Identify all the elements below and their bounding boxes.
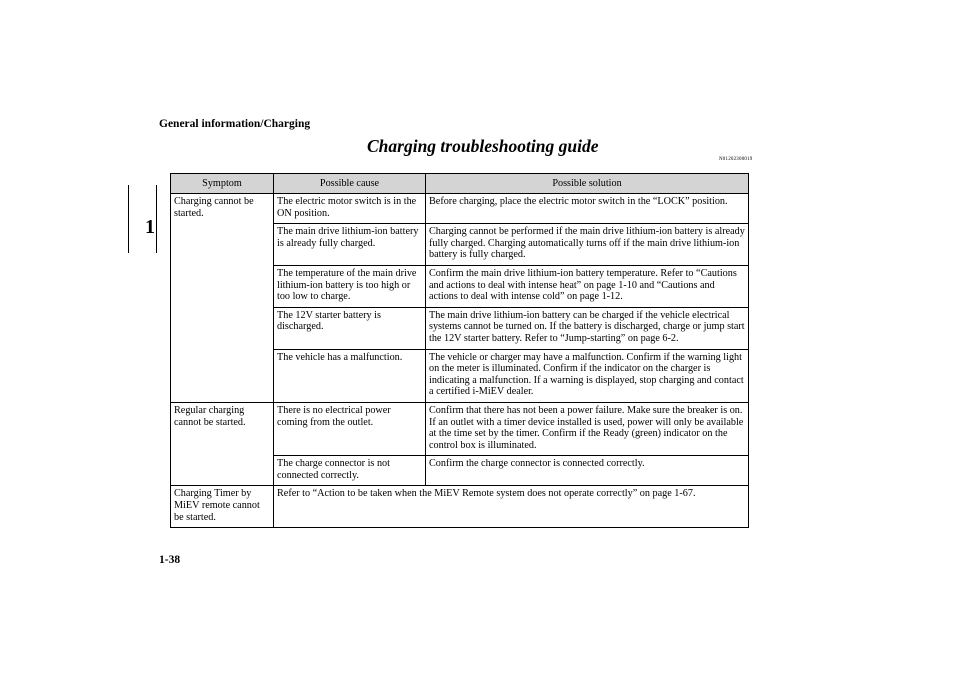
cause-cell: The temperature of the main drive lithium-ion battery is too high or too low to charge. — [274, 265, 426, 307]
page-title: Charging troubleshooting guide — [367, 136, 599, 156]
cause-cell: The main drive lithium-ion battery is already fully charged. — [274, 224, 426, 266]
solution-cell: The main drive lithium-ion battery can be charged if the vehicle electrical systems cannot be turned on. If the battery is discharged, charge or jump start the 12V starter battery. Refer to “Jump-starting” on page 6-2. — [426, 307, 749, 349]
symptom-cell: Charging Timer by MiEV remote cannot be started. — [171, 486, 274, 528]
symptom-cell: Charging cannot be started. — [171, 194, 274, 403]
cause-cell: The 12V starter battery is discharged. — [274, 307, 426, 349]
cause-cell: The electric motor switch is in the ON position. — [274, 194, 426, 224]
header-symptom: Symptom — [171, 174, 274, 194]
table-row — [171, 194, 749, 224]
table-row — [171, 486, 749, 528]
solution-cell: Before charging, place the electric motor switch in the “LOCK” position. — [426, 194, 749, 224]
table-header-row — [171, 174, 749, 194]
cause-cell: There is no electrical power coming from the outlet. — [274, 402, 426, 455]
solution-cell: Confirm the charge connector is connected correctly. — [426, 456, 749, 486]
reference-code: N01202300019 — [719, 157, 753, 162]
table-row — [171, 402, 749, 455]
solution-cell: The vehicle or charger may have a malfunction. Confirm if the warning light on the meter is illuminated. Confirm if the indicator on the charger is indicating a malfunction. If a warning is displayed, stop charging and contact a certified i-MiEV dealer. — [426, 349, 749, 402]
solution-cell: Confirm that there has not been a power failure. Make sure the breaker is on. If an outlet with a timer device installed is used, power will only be available at the time set by the timer. Confirm if the Ready (green) indicator on the control box is illuminated. — [426, 402, 749, 455]
solution-cell: Confirm the main drive lithium-ion battery temperature. Refer to “Cautions and actions to deal with intense heat” on page 1-10 and “Cautions and actions to deal with intense cold” on page 1-12. — [426, 265, 749, 307]
cause-cell: The vehicle has a malfunction. — [274, 349, 426, 402]
troubleshooting-table — [170, 173, 749, 528]
running-head: General information/Charging — [159, 118, 311, 130]
merged-solution-cell: Refer to “Action to be taken when the MiEV Remote system does not operate correctly” on page 1-67. — [274, 486, 749, 528]
solution-cell: Charging cannot be performed if the main drive lithium-ion battery is already fully charged. Charging automatically turns off if the main drive lithium-ion battery is fully charged. — [426, 224, 749, 266]
cause-cell: The charge connector is not connected correctly. — [274, 456, 426, 486]
symptom-cell: Regular charging cannot be started. — [171, 402, 274, 486]
chapter-number: 1 — [145, 216, 155, 238]
header-possible-solution: Possible solution — [426, 174, 749, 194]
header-possible-cause: Possible cause — [274, 174, 426, 194]
page-number: 1-38 — [159, 554, 181, 566]
